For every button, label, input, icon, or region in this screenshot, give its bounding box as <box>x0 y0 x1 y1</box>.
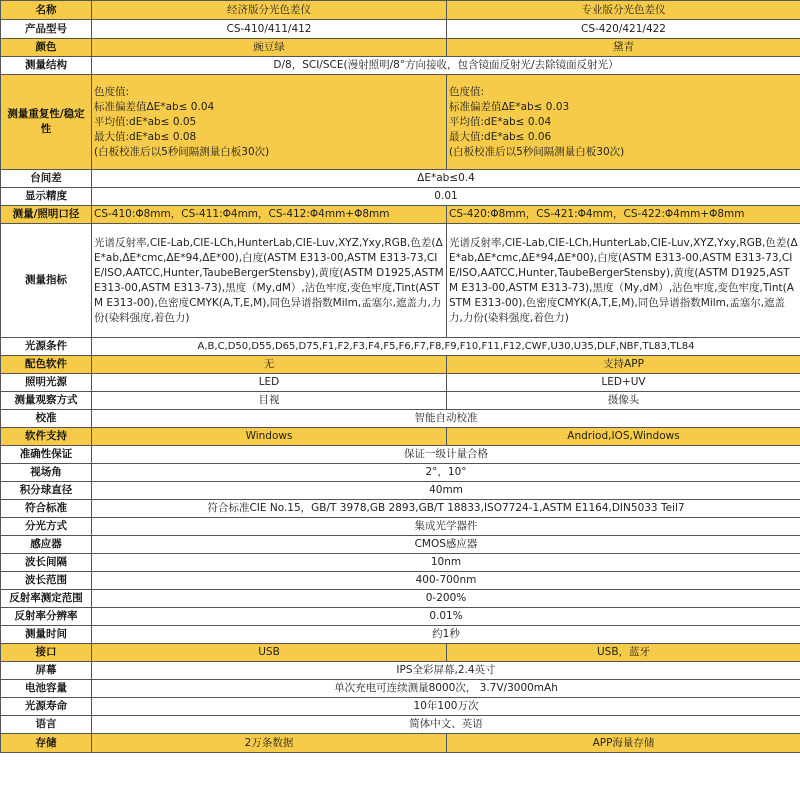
row-label: 符合标准 <box>1 500 92 518</box>
row-sensor <box>1 536 800 554</box>
row-illuminants <box>1 338 800 356</box>
pro-value: 支持APP <box>447 356 800 374</box>
header-label: 名称 <box>1 1 92 20</box>
economy-value: USB <box>92 644 447 662</box>
economy-value: Windows <box>92 428 447 446</box>
shared-value: A,B,C,D50,D55,D65,D75,F1,F2,F3,F4,F5,F6,F7,F8,F9,F10,F11,F12,CWF,U30,U35,DLF,NBF,TL83,TL84 <box>92 338 800 356</box>
row-sphere <box>1 482 800 500</box>
row-label: 波长间隔 <box>1 554 92 572</box>
pro-value: 摄像头 <box>447 392 800 410</box>
economy-line: 最大值:dE*ab≤ 0.08 <box>94 130 197 143</box>
shared-value: 保证一级计量合格 <box>92 446 800 464</box>
row-color <box>1 39 800 57</box>
row-spectral-method <box>1 518 800 536</box>
shared-value: 单次充电可连续测量8000次， 3.7V/3000mAh <box>92 680 800 698</box>
row-refl-resolution <box>1 608 800 626</box>
row-label: 显示精度 <box>1 188 92 206</box>
row-meas-time <box>1 626 800 644</box>
row-label: 软件支持 <box>1 428 92 446</box>
shared-value: 10年100万次 <box>92 698 800 716</box>
row-label: 照明光源 <box>1 374 92 392</box>
row-storage <box>1 734 800 753</box>
pro-value: LED+UV <box>447 374 800 392</box>
economy-line: 平均值:dE*ab≤ 0.05 <box>94 115 197 128</box>
pro-value <box>447 224 800 338</box>
pro-value: CS-420:Φ8mm，CS-421:Φ4mm，CS-422:Φ4mm+Φ8mm <box>447 206 800 224</box>
row-label: 测量/照明口径 <box>1 206 92 224</box>
row-label: 分光方式 <box>1 518 92 536</box>
row-inter-instrument <box>1 170 800 188</box>
economy-value: 豌豆绿 <box>92 39 447 57</box>
row-accuracy <box>1 446 800 464</box>
row-label: 反射率测定范围 <box>1 590 92 608</box>
row-label: 感应器 <box>1 536 92 554</box>
row-label: 接口 <box>1 644 92 662</box>
pro-value <box>447 75 800 170</box>
row-label: 光源条件 <box>1 338 92 356</box>
row-label: 屏幕 <box>1 662 92 680</box>
shared-value: 集成光学器件 <box>92 518 800 536</box>
row-battery <box>1 680 800 698</box>
row-software-support <box>1 428 800 446</box>
shared-value: IPS全彩屏幕,2.4英寸 <box>92 662 800 680</box>
row-label: 光源寿命 <box>1 698 92 716</box>
pro-line: (白板校准后以5秒间隔测量白板30次) <box>449 145 625 158</box>
shared-value: D/8，SCI/SCE(漫射照明/8°方向接收，包含镜面反射光/去除镜面反射光） <box>92 57 800 75</box>
row-label: 存储 <box>1 734 92 753</box>
economy-text: 光谱反射率,CIE-Lab,CIE-LCh,HunterLab,CIE-Luv,XYZ,Yxy,RGB,色差(ΔE*ab,ΔE*cmc,ΔE*94,ΔE*00),白度(ASTM E313-00,ASTM E313-73,CIE/ISO,AATCC,Hunter,TaubeBergerStensby),黄度(ASTM D1925,ASTM E313-00,ASTM E313-73),黑度（My,dM）,沾色牢度,变色牢度,Tint(ASTM E313-00),色密度CMYK(A,T,E,M),同色异谱指数Milm,孟塞尔,遮盖力,力份(染料强度,着色力) <box>94 236 444 324</box>
row-geometry <box>1 57 800 75</box>
row-lamp-life <box>1 698 800 716</box>
pro-value: Andriod,IOS,Windows <box>447 428 800 446</box>
row-label: 电池容量 <box>1 680 92 698</box>
row-indices <box>1 224 800 338</box>
row-label: 测量重复性/稳定性 <box>1 75 92 170</box>
pro-value: CS-420/421/422 <box>447 20 800 39</box>
row-label: 测量结构 <box>1 57 92 75</box>
row-calibration <box>1 410 800 428</box>
pro-line: 标准偏差值ΔE*ab≤ 0.03 <box>449 100 570 113</box>
row-observer <box>1 464 800 482</box>
economy-value: LED <box>92 374 447 392</box>
row-standards <box>1 500 800 518</box>
shared-value: 2°，10° <box>92 464 800 482</box>
row-label: 测量时间 <box>1 626 92 644</box>
row-viewing <box>1 392 800 410</box>
economy-value: 目视 <box>92 392 447 410</box>
row-label: 测量观察方式 <box>1 392 92 410</box>
pro-value: APP海量存储 <box>447 734 800 753</box>
economy-value: CS-410:Φ8mm，CS-411:Φ4mm，CS-412:Φ4mm+Φ8mm <box>92 206 447 224</box>
header-row <box>1 1 800 20</box>
row-label: 语言 <box>1 716 92 734</box>
shared-value: 10nm <box>92 554 800 572</box>
row-software <box>1 356 800 374</box>
economy-line: 色度值: <box>94 85 130 98</box>
row-label: 台间差 <box>1 170 92 188</box>
pro-line: 平均值:dE*ab≤ 0.04 <box>449 115 552 128</box>
row-label: 配色软件 <box>1 356 92 374</box>
shared-value: 0.01 <box>92 188 800 206</box>
row-label: 反射率分辨率 <box>1 608 92 626</box>
row-label: 波长范围 <box>1 572 92 590</box>
shared-value: 0-200% <box>92 590 800 608</box>
row-language <box>1 716 800 734</box>
pro-line: 最大值:dE*ab≤ 0.06 <box>449 130 552 143</box>
row-label: 测量指标 <box>1 224 92 338</box>
row-repeatability <box>1 75 800 170</box>
economy-line: 标准偏差值ΔE*ab≤ 0.04 <box>94 100 215 113</box>
shared-value: 符合标准CIE No.15，GB/T 3978,GB 2893,GB/T 18833,ISO7724-1,ASTM E1164,DIN5033 Teil7 <box>92 500 800 518</box>
shared-value: CMOS感应器 <box>92 536 800 554</box>
row-label: 视场角 <box>1 464 92 482</box>
row-screen <box>1 662 800 680</box>
row-aperture <box>1 206 800 224</box>
header-pro: 专业版分光色差仪 <box>447 1 800 20</box>
shared-value: 智能自动校准 <box>92 410 800 428</box>
row-label: 产品型号 <box>1 20 92 39</box>
row-model <box>1 20 800 39</box>
row-label: 校准 <box>1 410 92 428</box>
row-light-source <box>1 374 800 392</box>
shared-value: ΔE*ab≤0.4 <box>92 170 800 188</box>
row-label: 积分球直径 <box>1 482 92 500</box>
economy-value <box>92 224 447 338</box>
shared-value: 400-700nm <box>92 572 800 590</box>
shared-value: 约1秒 <box>92 626 800 644</box>
row-refl-range <box>1 590 800 608</box>
economy-value <box>92 75 447 170</box>
shared-value: 0.01% <box>92 608 800 626</box>
pro-text: 光谱反射率,CIE-Lab,CIE-LCh,HunterLab,CIE-Luv,XYZ,Yxy,RGB,色差(ΔE*ab,ΔE*cmc,ΔE*94,ΔE*00),白度(ASTM E313-00,ASTM E313-73,CIE/ISO,AATCC,Hunter,TaubeBergerStensby),黄度(ASTM D1925,ASTM E313-00,ASTM E313-73),黑度（My,dM）,沾色牢度,变色牢度,Tint(ASTM E313-00),色密度CMYK(A,T,E,M),同色异谱指数Milm,孟塞尔,遮盖力,力份(染料强度,着色力) <box>449 236 798 324</box>
row-label: 颜色 <box>1 39 92 57</box>
row-precision <box>1 188 800 206</box>
pro-value: 黛青 <box>447 39 800 57</box>
shared-value: 简体中文、英语 <box>92 716 800 734</box>
row-interface <box>1 644 800 662</box>
economy-value: CS-410/411/412 <box>92 20 447 39</box>
row-wl-range <box>1 572 800 590</box>
economy-value: 2万条数据 <box>92 734 447 753</box>
row-label: 准确性保证 <box>1 446 92 464</box>
economy-line: (白板校准后以5秒间隔测量白板30次) <box>94 145 270 158</box>
header-economy: 经济版分光色差仪 <box>92 1 447 20</box>
pro-line: 色度值: <box>449 85 485 98</box>
shared-value: 40mm <box>92 482 800 500</box>
economy-value: 无 <box>92 356 447 374</box>
row-wl-interval <box>1 554 800 572</box>
pro-value: USB，蓝牙 <box>447 644 800 662</box>
